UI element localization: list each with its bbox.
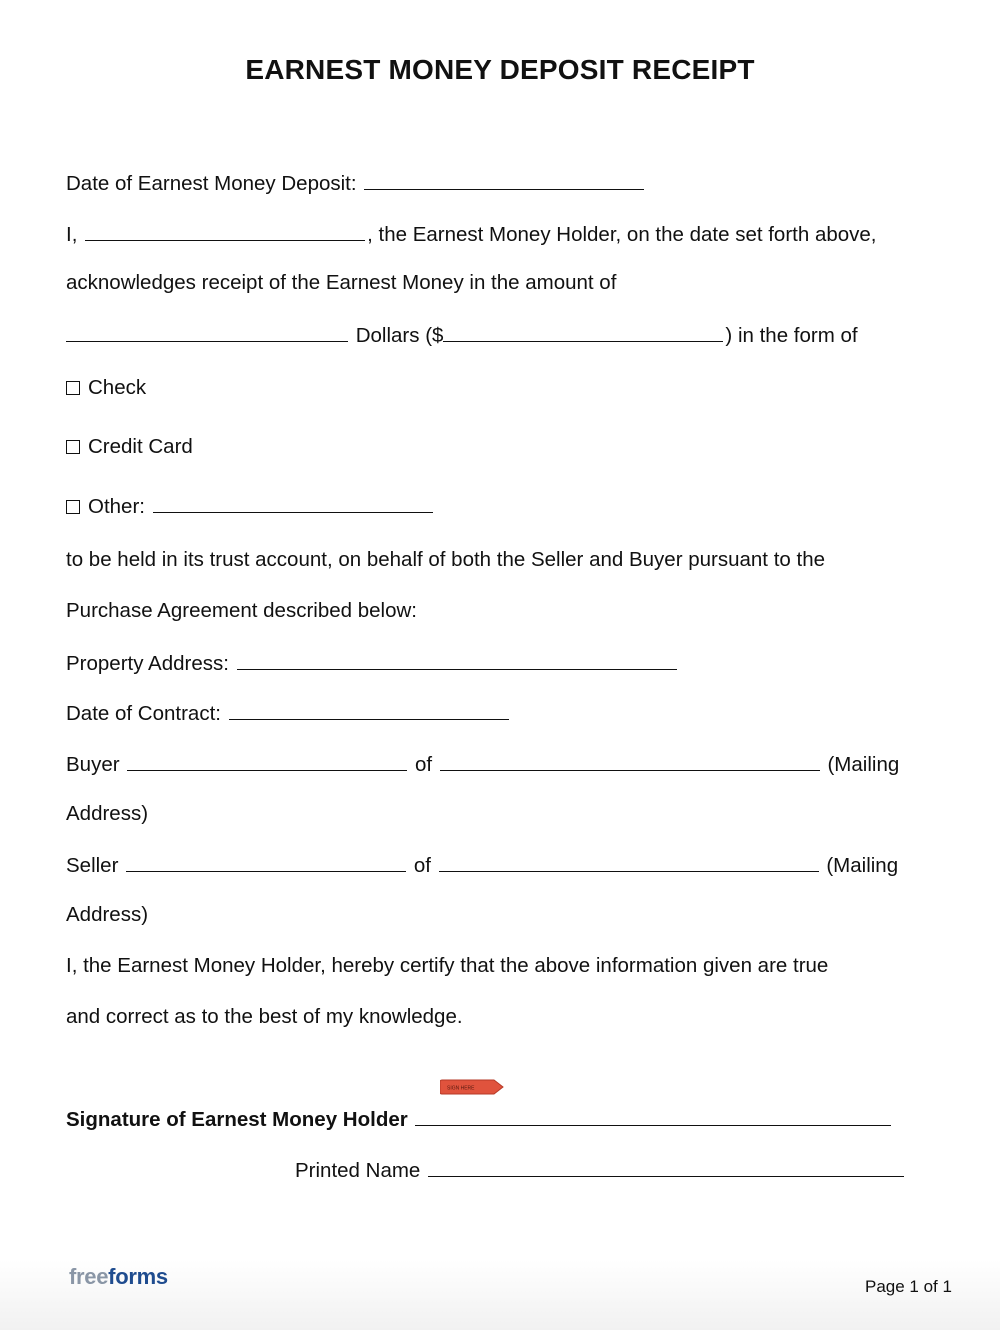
brand-forms: forms <box>108 1264 168 1289</box>
option-other[interactable] <box>66 492 435 518</box>
seller-label: Seller <box>66 854 119 877</box>
sign-here-text: SIGN HERE <box>447 1085 475 1092</box>
option-credit-card[interactable] <box>66 434 193 460</box>
seller-name-field[interactable] <box>126 851 406 872</box>
printed-name-label: Printed Name <box>295 1159 421 1182</box>
option-check-label: Check <box>88 376 147 399</box>
contract-date-field[interactable] <box>229 699 509 720</box>
holder-suffix: , the Earnest Money Holder, on the date set forth above, <box>367 223 877 246</box>
document-title: EARNEST MONEY DEPOSIT RECEIPT <box>245 54 755 85</box>
deposit-date-field[interactable] <box>364 169 644 190</box>
seller-row <box>66 851 898 877</box>
sign-here-tag[interactable] <box>440 1079 504 1095</box>
freeforms-logo[interactable] <box>69 1264 168 1290</box>
property-address-row <box>66 649 679 675</box>
signature-field[interactable] <box>415 1105 891 1126</box>
signature-label: Signature of Earnest Money Holder <box>66 1108 408 1131</box>
property-address-field[interactable] <box>237 649 677 670</box>
form-of-text: ) in the form of <box>725 324 858 347</box>
holder-prefix: I, <box>66 223 78 246</box>
buyer-address-label: Address) <box>66 802 149 825</box>
buyer-address-field[interactable] <box>440 750 820 771</box>
buyer-row <box>66 750 899 776</box>
deposit-date-label: Date of Earnest Money Deposit: <box>66 172 357 195</box>
holder-row <box>66 220 877 246</box>
acknowledges-text: acknowledges receipt of the Earnest Money in the amount of <box>66 271 617 294</box>
printed-name-field[interactable] <box>428 1156 904 1177</box>
other-field[interactable] <box>153 492 433 513</box>
certify-text-2: and correct as to the best of my knowledge. <box>66 1005 463 1028</box>
option-other-label: Other: <box>88 495 145 518</box>
buyer-mailing-label: (Mailing <box>827 753 900 776</box>
amount-number-field[interactable] <box>443 321 723 342</box>
amount-words-field[interactable] <box>66 321 348 342</box>
checkbox-check[interactable] <box>66 381 80 395</box>
seller-address-label: Address) <box>66 903 149 926</box>
option-credit-card-label: Credit Card <box>88 435 193 458</box>
trust-text-2: Purchase Agreement described below: <box>66 599 417 622</box>
holder-name-field[interactable] <box>85 220 365 241</box>
dollars-label: Dollars ($ <box>355 324 444 347</box>
trust-text-1: to be held in its trust account, on behalf of both the Seller and Buyer pursuant to the <box>66 548 825 571</box>
page-number: Page 1 of 1 <box>865 1277 952 1296</box>
deposit-date-row <box>66 169 646 195</box>
certify-text-1: I, the Earnest Money Holder, hereby certify that the above information given are true <box>66 954 829 977</box>
printed-name-row <box>295 1156 906 1182</box>
amount-row <box>64 321 858 347</box>
property-address-label: Property Address: <box>66 652 229 675</box>
signature-row <box>66 1105 893 1131</box>
checkbox-credit-card[interactable] <box>66 440 80 454</box>
seller-of-label: of <box>413 854 431 877</box>
contract-date-label: Date of Contract: <box>66 702 221 725</box>
option-check[interactable] <box>66 375 146 401</box>
seller-address-field[interactable] <box>439 851 819 872</box>
seller-mailing-label: (Mailing <box>826 854 899 877</box>
checkbox-other[interactable] <box>66 500 80 514</box>
brand-free: free <box>69 1264 109 1289</box>
buyer-label: Buyer <box>66 753 120 776</box>
buyer-of-label: of <box>414 753 433 776</box>
contract-date-row <box>66 699 511 725</box>
buyer-name-field[interactable] <box>127 750 407 771</box>
